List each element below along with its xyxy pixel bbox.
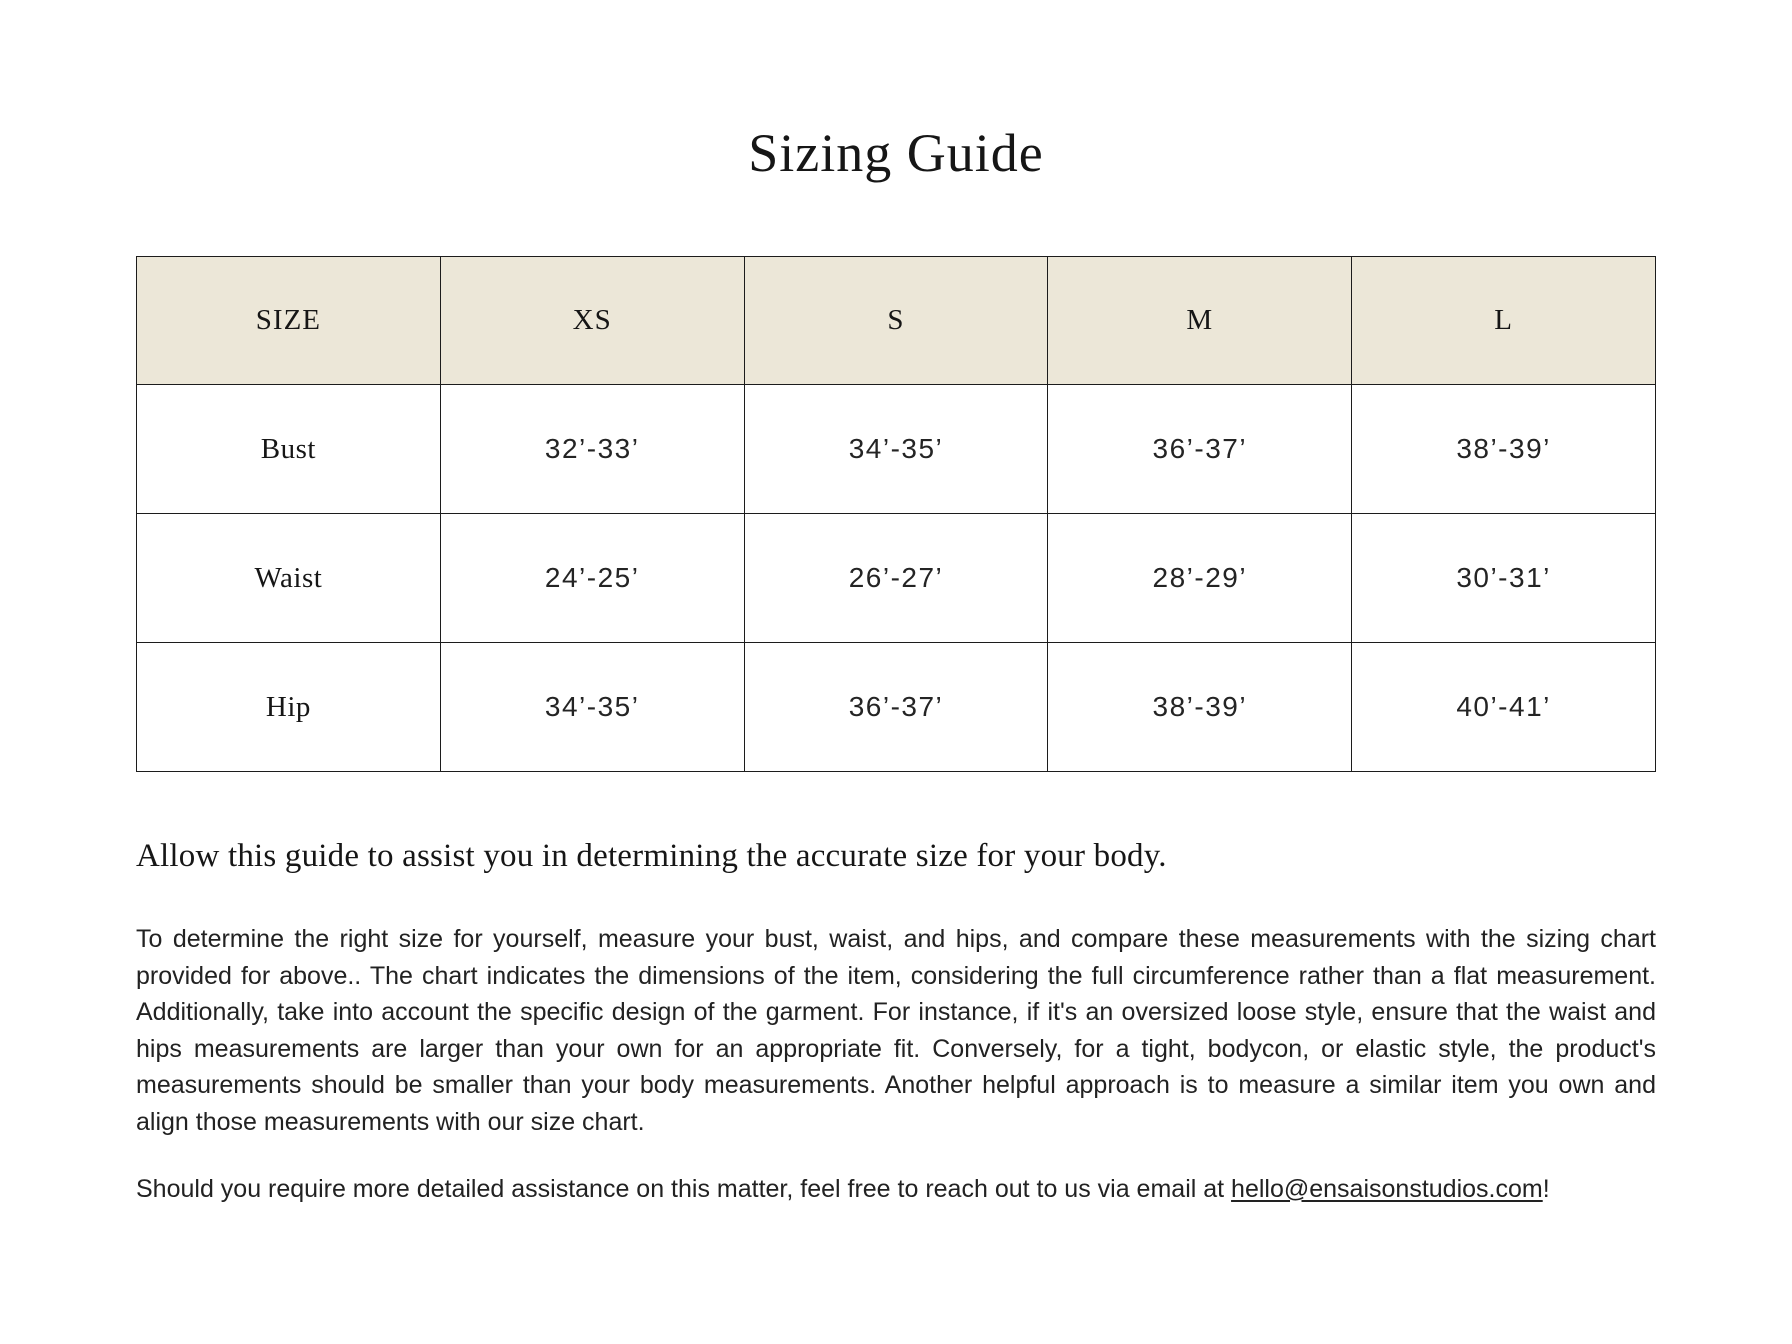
cell-hip-m: 38’-39’ [1048,643,1352,772]
page-title: Sizing Guide [748,123,1044,183]
cell-waist-xs: 24’-25’ [440,514,744,643]
row-label-waist: Waist [137,514,441,643]
row-label-bust: Bust [137,385,441,514]
col-header-s: S [744,257,1048,385]
table-row-waist [137,514,1656,643]
col-header-l: L [1352,257,1656,385]
col-header-size: SIZE [137,257,441,385]
col-header-xs: XS [440,257,744,385]
contact-text-suffix: ! [1542,1174,1550,1203]
table-row-hip [137,643,1656,772]
cell-bust-xs: 32’-33’ [440,385,744,514]
col-header-m: M [1048,257,1352,385]
cell-hip-l: 40’-41’ [1352,643,1656,772]
cell-hip-s: 36’-37’ [744,643,1048,772]
cell-bust-m: 36’-37’ [1048,385,1352,514]
body-paragraph: To determine the right size for yourself, measure your bust, waist, and hips, and compare these measurements with the sizing chart provided for above.. The chart indicates the dimensions of the item, considering the full circumference rather than a flat measurement. Additionally, take into account the specific design of the garment. For instance, if it's an oversized loose style, ensure that the waist and hips measurements are larger than your own for an appropriate fit. Conversely, for a tight, bodycon, or elastic style, the product's measurements should be smaller than your body measurements. Another helpful approach is to measure a similar item you own and align those measurements with our size chart. [136,925,1656,1136]
cell-waist-l: 30’-31’ [1352,514,1656,643]
cell-bust-l: 38’-39’ [1352,385,1656,514]
contact-text-prefix: Should you require more detailed assistance on this matter, feel free to reach out to us via email at [136,1174,1232,1203]
cell-hip-xs: 34’-35’ [440,643,744,772]
cell-waist-s: 26’-27’ [744,514,1048,643]
contact-line [136,1171,1656,1208]
sizing-table [136,256,1656,772]
cell-bust-s: 34’-35’ [744,385,1048,514]
table-header-row [137,257,1656,385]
intro-line: Allow this guide to assist you in determining the accurate size for your body. [136,838,1167,874]
email-link[interactable]: hello@ensaisonstudios.com [1231,1174,1543,1203]
table-row-bust [137,385,1656,514]
row-label-hip: Hip [137,643,441,772]
cell-waist-m: 28’-29’ [1048,514,1352,643]
